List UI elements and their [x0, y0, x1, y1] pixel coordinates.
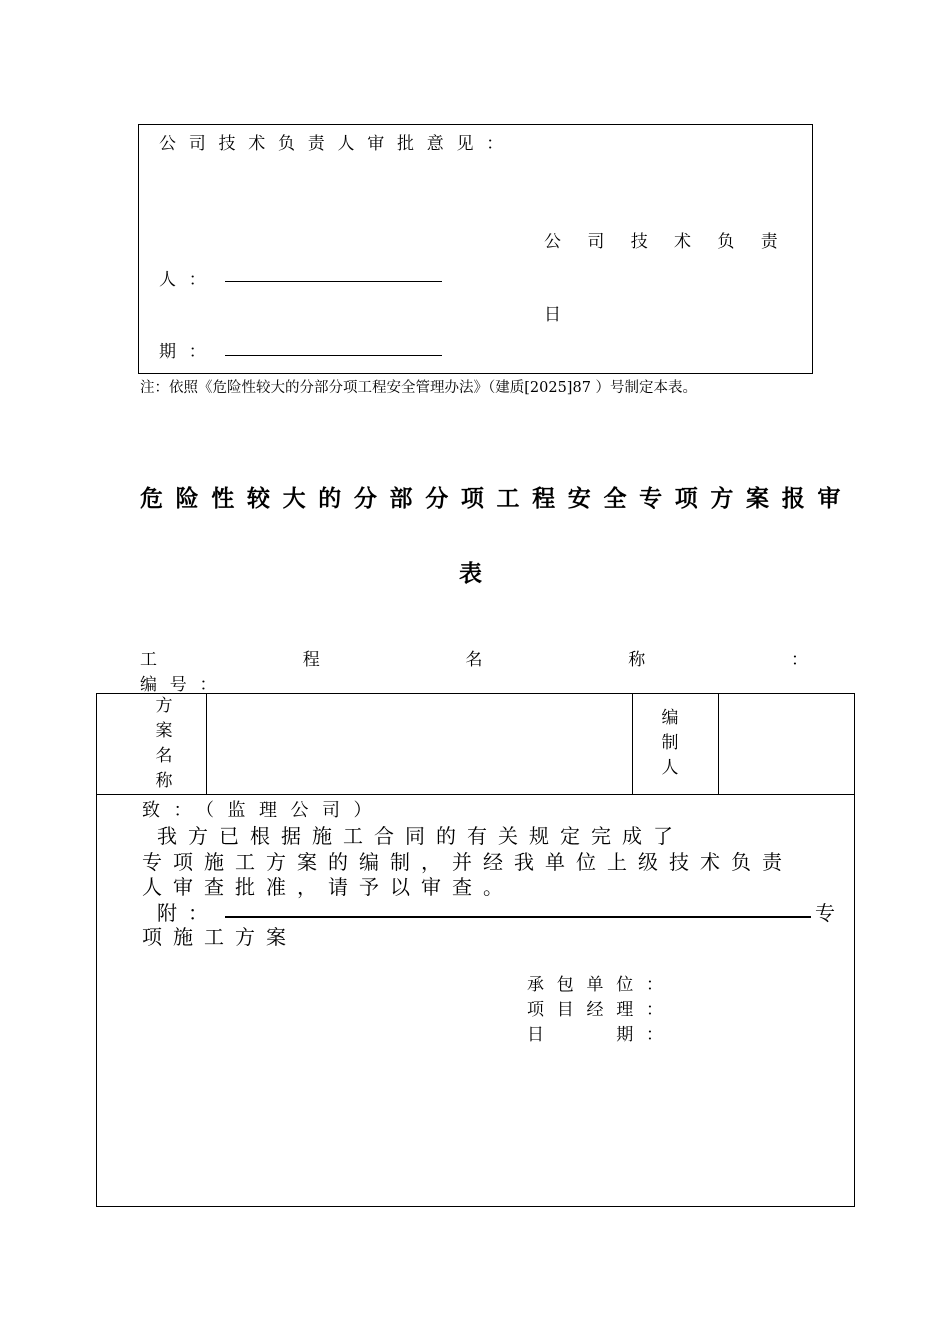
attachment-line[interactable] — [225, 916, 811, 918]
project-name-char: 程 — [302, 650, 320, 670]
project-name-char: ： — [791, 650, 808, 670]
body-text-line: 专项施工方案的编制，并经我单位上级技术负责 — [142, 850, 793, 874]
cell-divider — [632, 694, 633, 794]
attachment-suffix: 专 — [815, 901, 835, 925]
compiler-label: 编 制 人 — [661, 708, 679, 778]
project-name-row — [140, 645, 808, 670]
plan-name-field[interactable] — [207, 694, 631, 794]
person-label: 人： — [159, 270, 219, 290]
attachment-label: 附： — [157, 901, 219, 925]
project-manager-label: 项目经理： — [527, 1000, 676, 1020]
date-ri-label: 日 — [544, 305, 561, 325]
date-label: 期： — [159, 342, 219, 362]
page-title: 危险性较大的分部分项工程安全专项方案报审 — [140, 486, 853, 512]
plan-name-label: 方 案 名 称 — [155, 696, 173, 791]
approval-box — [138, 124, 813, 374]
tech-head-label: 公司技术负责 — [544, 232, 805, 252]
date-label: 日 期： — [527, 1025, 676, 1045]
project-name-char: 称 — [628, 650, 646, 670]
approval-title: 公司技术负责人审批意见： — [159, 134, 516, 154]
body-text-line: 我方已根据施工合同的有关规定完成了 — [157, 824, 684, 848]
signature-line[interactable] — [225, 281, 442, 282]
date-line[interactable] — [225, 355, 442, 356]
form-table — [96, 693, 855, 1207]
compiler-field[interactable] — [719, 694, 853, 794]
serial-label: 编号： — [140, 675, 230, 695]
body-text-line: 人审查批准，请予以审查。 — [142, 875, 514, 899]
page-title-continued: 表 — [459, 561, 482, 587]
project-name-char: 名 — [465, 650, 483, 670]
to-line: 致：（监理公司） — [142, 800, 385, 821]
row-divider — [97, 794, 854, 795]
attachment-suffix-line: 项施工方案 — [142, 925, 297, 949]
project-name-char: 工 — [140, 650, 157, 670]
contractor-label: 承包单位： — [527, 975, 676, 995]
note: 注：依照《危险性较大的分部分项工程安全管理办法》（建质[2025]87 ）号制定本表。 — [140, 380, 698, 396]
